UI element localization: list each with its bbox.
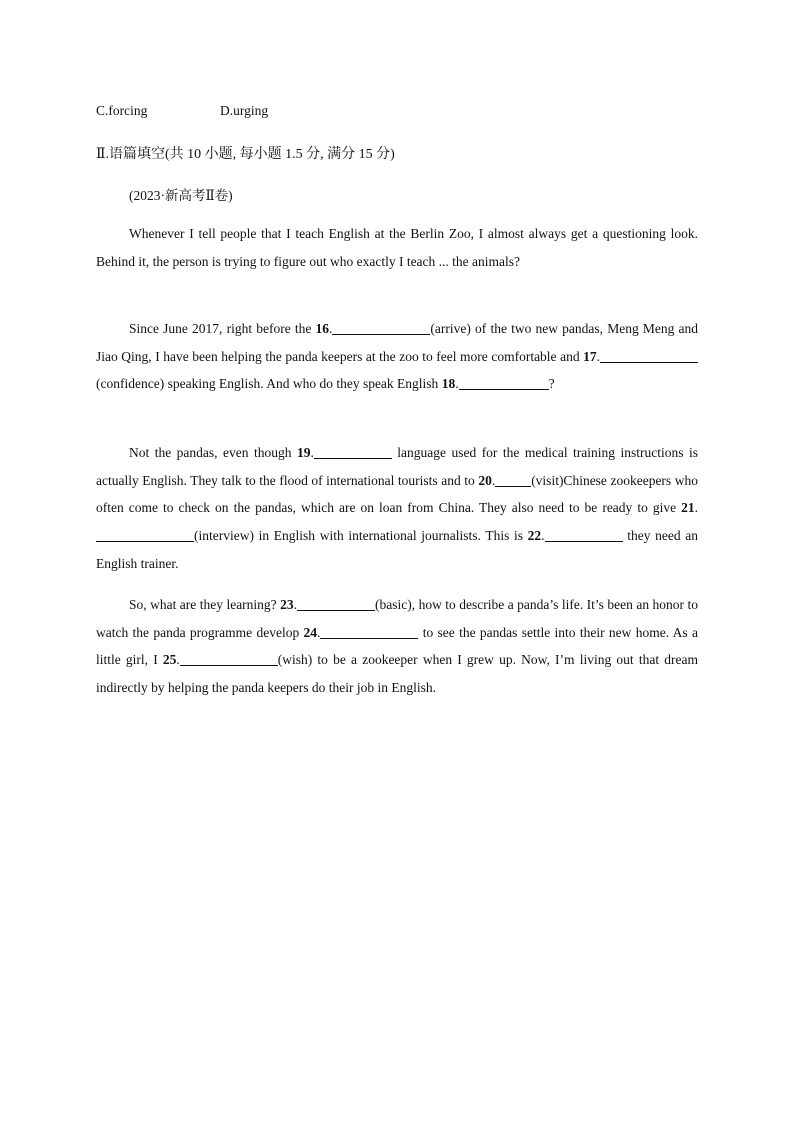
blank-20[interactable] (495, 472, 531, 487)
section-title: Ⅱ.语篇填空(共 10 小题, 每小题 1.5 分, 满分 15 分) (96, 147, 395, 162)
text-segment: to see the pandas settle into their new home. As a little girl, I (96, 624, 698, 668)
text-segment: (visit)Chinese zookeepers who often come to check on the pandas, which are on loan from China. They also need to be ready to give (96, 472, 698, 516)
paragraph-1: Whenever I tell people that I teach English at the Berlin Zoo, I almost always get a questioning look. Behind it, the person is trying to figure out who exactly I teach ... the animals? (96, 226, 698, 269)
blank-25[interactable] (180, 652, 278, 667)
blank-19[interactable] (314, 445, 392, 460)
question-number-17: 17 (583, 348, 597, 364)
text-segment: (interview) in English with international journalists. This is (194, 528, 528, 544)
blank-21[interactable] (96, 528, 194, 543)
blank-22[interactable] (545, 528, 623, 543)
question-number-24: 24 (303, 624, 318, 640)
answer-options (96, 103, 268, 119)
text-segment: (wish) to be a zookeeper when I grew up. Now, I’m living out that dream indirectly by helping the panda keepers do their job in English. (96, 652, 698, 696)
blank-16[interactable] (332, 321, 430, 336)
question-number-16: 16 (315, 321, 330, 336)
text-segment: they need an English trainer. (96, 528, 698, 571)
question-number-18: 18 (441, 376, 456, 392)
text-segment: (basic), how to describe a panda’s life. It’s been an honor to watch the panda programme develop (96, 597, 698, 640)
text-segment: (arrive) of the two new pandas, Meng Meng and Jiao Qing, I have been helping the panda keepers at the zoo to feel more comfortable and (96, 321, 698, 364)
paragraph-3: Not the pandas, even though 19. language used for the medical training instructions is actually English. They talk to the flood of international tourists and to 20. (visit)Chinese zookeepers who often come to check on the pandas, which are on loan from China. They also need to be ready to give 21.(interview) in English with international journalists. This is 22. they need an English trainer. (96, 445, 698, 571)
paragraph-2: Since June 2017, right before the 16. (arrive) of the two new pandas, Meng Meng and Jiao Qing, I have been helping the panda keepers at the zoo to feel more comfortable and 17.(confidence) speaking English. And who do they speak English 18. ? (96, 321, 698, 392)
text-segment: language used for the medical training instructions is actually English. They talk to the flood of international tourists and to (96, 445, 698, 488)
blank-18[interactable] (459, 376, 549, 391)
question-number-19: 19 (296, 445, 311, 460)
option-d: D.urging (220, 103, 269, 118)
text-segment: (confidence) speaking English. And who do they speak English (96, 376, 442, 392)
blank-17[interactable] (600, 348, 698, 363)
text-segment: So, what are they learning? (129, 597, 281, 612)
text-segment: Not the pandas, even though (129, 445, 297, 460)
blank-23[interactable] (297, 597, 375, 612)
paragraph-4: So, what are they learning? 23. (basic), how to describe a panda’s life. It’s been an honor to watch the panda programme develop 24. to see the pandas settle into their new home. As a little girl, I 25. (wish) to be a zookeeper when I grew up. Now, I’m living out that dream indirectly by helping the panda keepers do their job in English. (96, 597, 698, 696)
question-number-22: 22 (527, 528, 542, 544)
question-number-25: 25 (162, 652, 177, 668)
question-number-23: 23 (280, 597, 294, 612)
text-segment: Since June 2017, right before the (129, 321, 316, 336)
source-label: (2023·新高考Ⅱ卷) (129, 188, 233, 203)
blank-24[interactable] (320, 624, 418, 639)
question-number-20: 20 (478, 472, 492, 488)
text-segment: ? (548, 376, 555, 392)
option-c: C.forcing (96, 103, 148, 118)
question-number-21: 21 (681, 500, 695, 516)
